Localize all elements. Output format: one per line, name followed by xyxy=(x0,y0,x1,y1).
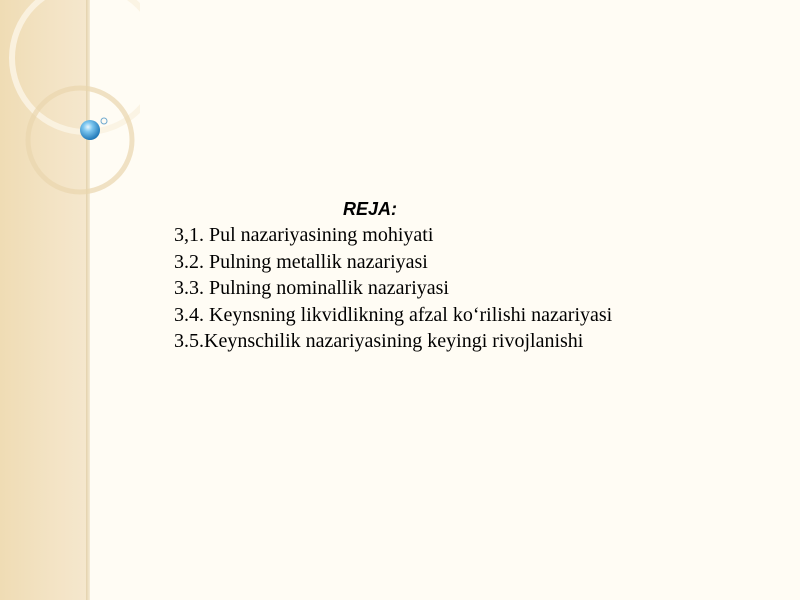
plan-item: 3.2. Pulning metallik nazariyasi xyxy=(174,250,428,273)
plan-item: 3.4. Keynsning likvidlikning afzal ko‘rilishi nazariyasi xyxy=(174,303,613,326)
plan-item: 3,1. Pul nazariyasining mohiyati xyxy=(174,224,434,246)
slide-title: REJA: xyxy=(342,199,397,219)
plan-list xyxy=(174,222,774,355)
plan-item: 3.5.Keynschilik nazariyasining keyingi rivojlanishi xyxy=(174,330,584,352)
lower-arc-circle xyxy=(28,88,132,192)
decorative-circles xyxy=(0,0,140,220)
blue-orb-icon xyxy=(80,120,100,140)
small-ring-icon xyxy=(101,118,107,124)
plan-item: 3.3. Pulning nominallik nazariyasi xyxy=(174,277,449,299)
large-arc-circle xyxy=(12,0,140,132)
slide-content xyxy=(174,196,774,355)
